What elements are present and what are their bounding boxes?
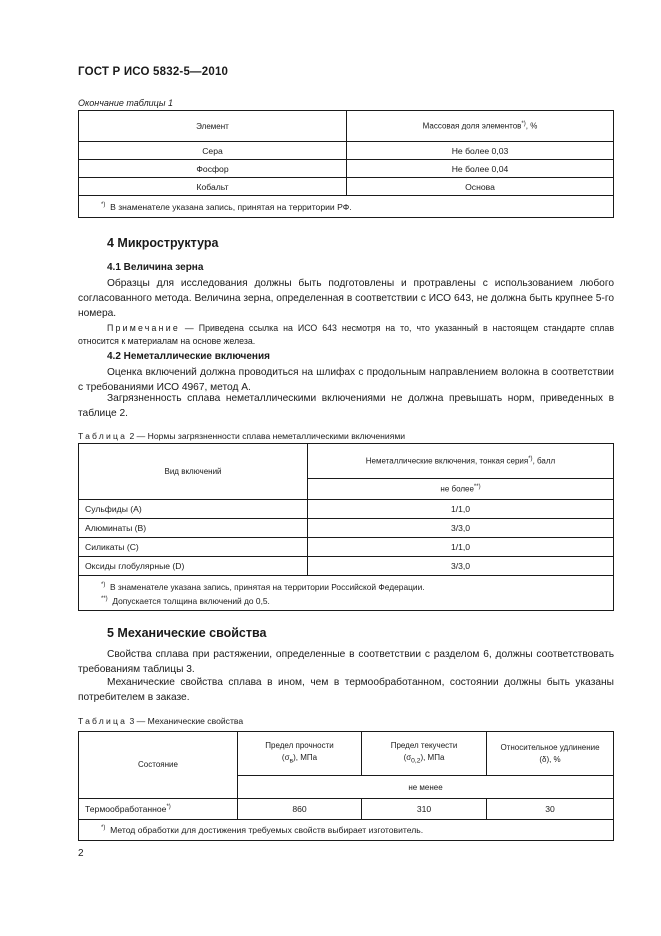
table2-cell-type: Сульфиды (А) [79, 500, 308, 519]
table-row [79, 160, 614, 178]
table2-col-max-subheader: не более**) [308, 479, 614, 500]
table3-cell-yield: 310 [362, 799, 487, 820]
table2-cell-value: 3/3,0 [308, 519, 614, 538]
table3-col-elongation-header: Относительное удлинение (δ), % [487, 732, 614, 776]
table2-caption: Таблица 2 — Нормы загрязненности сплава неметаллическими включениями [78, 431, 406, 441]
section-4-2-text-2: Загрязненность сплава неметаллическими включениями не должна превышать норм, приведенных в таблице 2. [78, 393, 614, 419]
table3-col-yield-header: Предел текучести $(\sigma_{0,2})$, МПа [362, 732, 487, 776]
page-number: 2 [78, 848, 84, 859]
table-1 [78, 110, 614, 218]
section-4-2-title: 4.2 Неметаллические включения [107, 351, 270, 362]
table2-cell-value: 1/1,0 [308, 500, 614, 519]
table2-footnotes [79, 576, 614, 611]
section-4-1-title: 4.1 Величина зерна [107, 262, 204, 273]
table3-cell-elongation: 30 [487, 799, 614, 820]
table-row [79, 519, 614, 538]
table1-col-mass-header: Массовая доля элементов*), % [347, 111, 614, 142]
table2-col-inclusions-header: Неметаллические включения, тонкая серия*), балл [308, 444, 614, 479]
table3-footnote: *) Метод обработки для достижения требуемых свойств выбирает изготовитель. [79, 820, 614, 841]
table-row [79, 557, 614, 576]
table-row [79, 799, 614, 820]
table2-cell-value: 1/1,0 [308, 538, 614, 557]
table3-cell-tensile: 860 [238, 799, 362, 820]
section-5-text-2: Механические свойства сплава в ином, чем в термообработанном, состоянии должны быть указаны потребителем в заказе. [78, 677, 614, 703]
section-5-text-1: Свойства сплава при растяжении, определенные в соответствии с разделом 6, должны соответствовать требованиям таблицы 3. [78, 649, 614, 675]
table1-cell-value: Не более 0,04 [347, 160, 614, 178]
document-header: ГОСТ Р ИСО 5832-5—2010 [78, 66, 229, 78]
section-4-1-note: Примечание — Приведена ссылка на ИСО 643 несмотря на то, что указанный в настоящем стандарте сплав относится к материалам на основе железа. [78, 323, 614, 346]
table1-footnote: *) В знаменателе указана запись, принятая на территории РФ. [79, 196, 614, 218]
section-4-1-text: Образцы для исследования должны быть подготовлены и протравлены с использованием любого согласованного метода. Величина зерна, определенная в соответствии с ИСО 643, не должна быть крупнее 5-го номера. [78, 278, 614, 319]
table3-caption: Таблица 3 — Механические свойства [78, 716, 244, 726]
table2-footnote-2: **) Допускается толщина включений до 0,5. [101, 595, 270, 606]
table3-cell-state: Термообработанное*) [79, 799, 238, 820]
table3-min-subheader: не менее [238, 776, 614, 799]
table2-cell-type: Алюминаты (В) [79, 519, 308, 538]
table1-col-element-header: Элемент [79, 111, 347, 142]
table1-cell-value: Не более 0,03 [347, 142, 614, 160]
table3-col-state-header: Состояние [79, 732, 238, 799]
table3-col-tensile-header: Предел прочности $(\sigma_в)$, МПа [238, 732, 362, 776]
table1-cell-element: Сера [79, 142, 347, 160]
table2-cell-value: 3/3,0 [308, 557, 614, 576]
table1-cell-element: Фосфор [79, 160, 347, 178]
section-4-title: 4 Микроструктура [107, 236, 219, 250]
table2-cell-type: Оксиды глобулярные (D) [79, 557, 308, 576]
table-2 [78, 443, 614, 611]
section-5-title: 5 Механические свойства [107, 626, 267, 640]
section-4-2-text-1: Оценка включений должна проводиться на шлифах с продольным направлением волокна в соответствии с требованиями ИСО 4967, метод А. [78, 367, 614, 393]
table1-cell-value: Основа [347, 178, 614, 196]
table-3 [78, 731, 614, 841]
table-row [79, 142, 614, 160]
table-row [79, 500, 614, 519]
table1-cell-element: Кобальт [79, 178, 347, 196]
table1-caption: Окончание таблицы 1 [78, 98, 173, 108]
table-row [79, 178, 614, 196]
table-row [79, 538, 614, 557]
table2-cell-type: Силикаты (С) [79, 538, 308, 557]
table2-footnote-1: *) В знаменателе указана запись, принятая на территории Российской Федерации. [101, 581, 425, 592]
table2-col-type-header: Вид включений [79, 444, 308, 500]
